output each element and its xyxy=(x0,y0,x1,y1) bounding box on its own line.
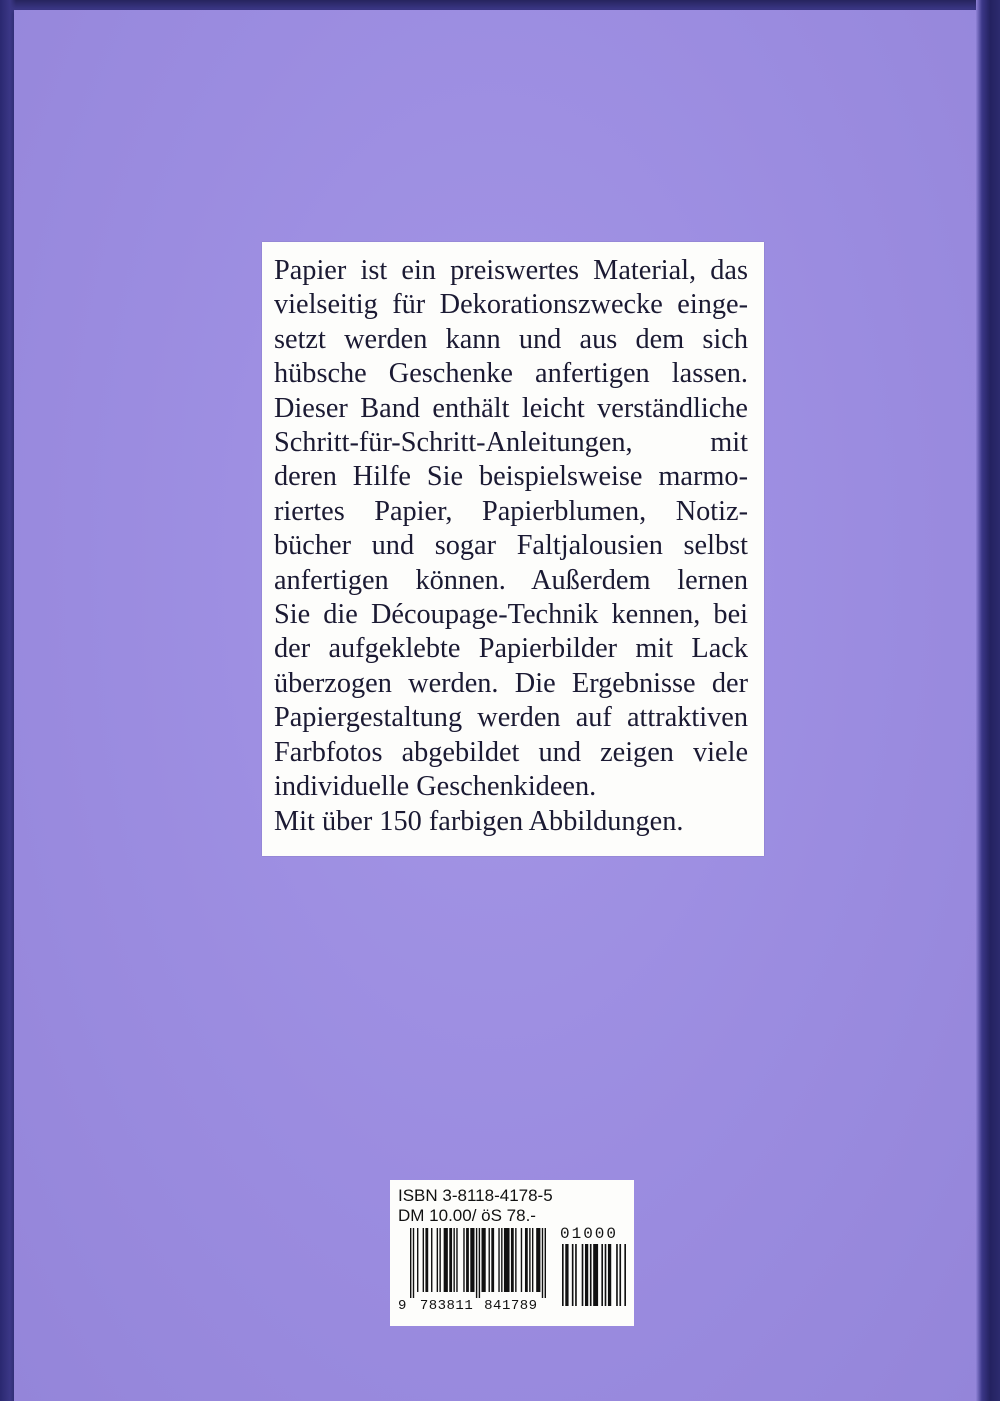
blurb-line: Sie die Découpage-Technik kennen, bei xyxy=(274,599,748,631)
barcode-bar xyxy=(605,1244,607,1306)
blurb-line: setzt werden kann und aus dem sich xyxy=(274,323,748,355)
barcode-bar xyxy=(470,1228,474,1292)
ean-barcode xyxy=(410,1228,546,1298)
barcode-bar xyxy=(536,1228,540,1292)
barcode-bar xyxy=(511,1228,514,1292)
barcode-bar xyxy=(562,1244,564,1306)
barcode-bar xyxy=(444,1228,448,1292)
barcode-bar xyxy=(423,1228,424,1292)
blurb-line: hübsche Geschenke anfertigen lassen. xyxy=(274,358,748,390)
blurb-line: deren Hilfe Sie beispielsweise marmo- xyxy=(274,461,748,493)
barcode-bar xyxy=(575,1244,577,1306)
barcode-bar xyxy=(525,1228,528,1292)
barcode-bar xyxy=(449,1228,452,1292)
barcode-bar xyxy=(466,1228,469,1292)
addon-barcode xyxy=(562,1244,626,1306)
barcode-bar xyxy=(593,1244,598,1306)
ean-left-digits: 783811 xyxy=(419,1298,474,1314)
barcode-bar xyxy=(521,1228,522,1292)
barcode-bar xyxy=(608,1244,611,1306)
blurb-line: individuelle Geschenkideen. xyxy=(274,771,597,803)
barcode-bar xyxy=(410,1228,411,1298)
barcode-bar xyxy=(456,1228,457,1292)
barcode-bar xyxy=(590,1244,592,1306)
isbn-barcode-box xyxy=(390,1180,634,1326)
ean-first-digit: 9 xyxy=(398,1298,407,1314)
barcode-bar xyxy=(489,1228,490,1292)
barcode-bar xyxy=(431,1228,432,1292)
barcode-bar xyxy=(491,1228,494,1292)
barcode-bar xyxy=(439,1228,440,1292)
barcode-bar xyxy=(437,1228,438,1292)
blurb-line: der aufgeklebte Papierbilder mit Lack xyxy=(274,633,748,665)
addon-code: 01000 xyxy=(560,1225,619,1243)
price-label: DM 10.00/ öS 78.- xyxy=(398,1206,536,1225)
barcode-bar xyxy=(572,1244,574,1306)
barcode-bar xyxy=(582,1244,584,1306)
barcode-bar xyxy=(529,1228,530,1292)
blurb-line: überzogen werden. Die Ergebnisse der xyxy=(274,667,748,699)
barcode-bar xyxy=(413,1228,414,1298)
barcode-bar xyxy=(565,1244,568,1306)
blurb-line: Schritt-für-Schritt-Anleitungen, mit xyxy=(274,427,748,459)
barcode-bar xyxy=(453,1228,454,1292)
blurb-line: Dieser Band enthält leicht verständliche xyxy=(274,392,748,424)
barcode-bar xyxy=(417,1228,418,1292)
blurb-panel xyxy=(262,242,764,856)
barcode-bar xyxy=(532,1228,533,1292)
blurb-line: Mit über 150 farbigen Abbildungen. xyxy=(274,805,684,837)
barcode-bar xyxy=(616,1244,618,1306)
barcode-bar xyxy=(601,1244,603,1306)
isbn-number: ISBN 3-8118-4178-5 xyxy=(398,1186,553,1205)
blurb-line: riertes Papier, Papierblumen, Notiz- xyxy=(274,495,748,527)
blurb-line: Papier ist ein preiswertes Material, das xyxy=(274,255,748,286)
blurb-line: Farbfotos abgebildet und zeigen viele xyxy=(274,736,748,768)
barcode-bar xyxy=(425,1228,428,1292)
barcode-bar xyxy=(624,1244,626,1306)
barcode-bar xyxy=(515,1228,516,1292)
barcode-bar xyxy=(501,1228,502,1292)
blurb-line: anfertigen können. Außerdem lernen xyxy=(274,564,748,596)
barcode-bar xyxy=(479,1228,480,1298)
barcode-bar xyxy=(498,1228,499,1292)
barcode-bar xyxy=(542,1228,543,1298)
barcode-bar xyxy=(619,1244,621,1306)
barcode-bar xyxy=(585,1244,588,1306)
blurb-line: vielseitig für Dekorationszwecke einge- xyxy=(274,289,748,321)
ean-right-digits: 841789 xyxy=(484,1298,538,1314)
barcode-bar xyxy=(463,1228,464,1292)
barcode-bar xyxy=(504,1228,510,1292)
barcode-bar xyxy=(545,1228,546,1298)
cover-edge xyxy=(976,0,1000,1401)
ean-digits xyxy=(398,1298,548,1314)
blurb-text xyxy=(274,254,748,839)
blurb-line: Papiergestaltung werden auf attraktiven xyxy=(274,702,748,734)
barcode-bar xyxy=(476,1228,477,1298)
barcode-bar xyxy=(482,1228,486,1292)
blurb-line: bücher und sogar Faltjalousien selbst xyxy=(274,530,748,562)
